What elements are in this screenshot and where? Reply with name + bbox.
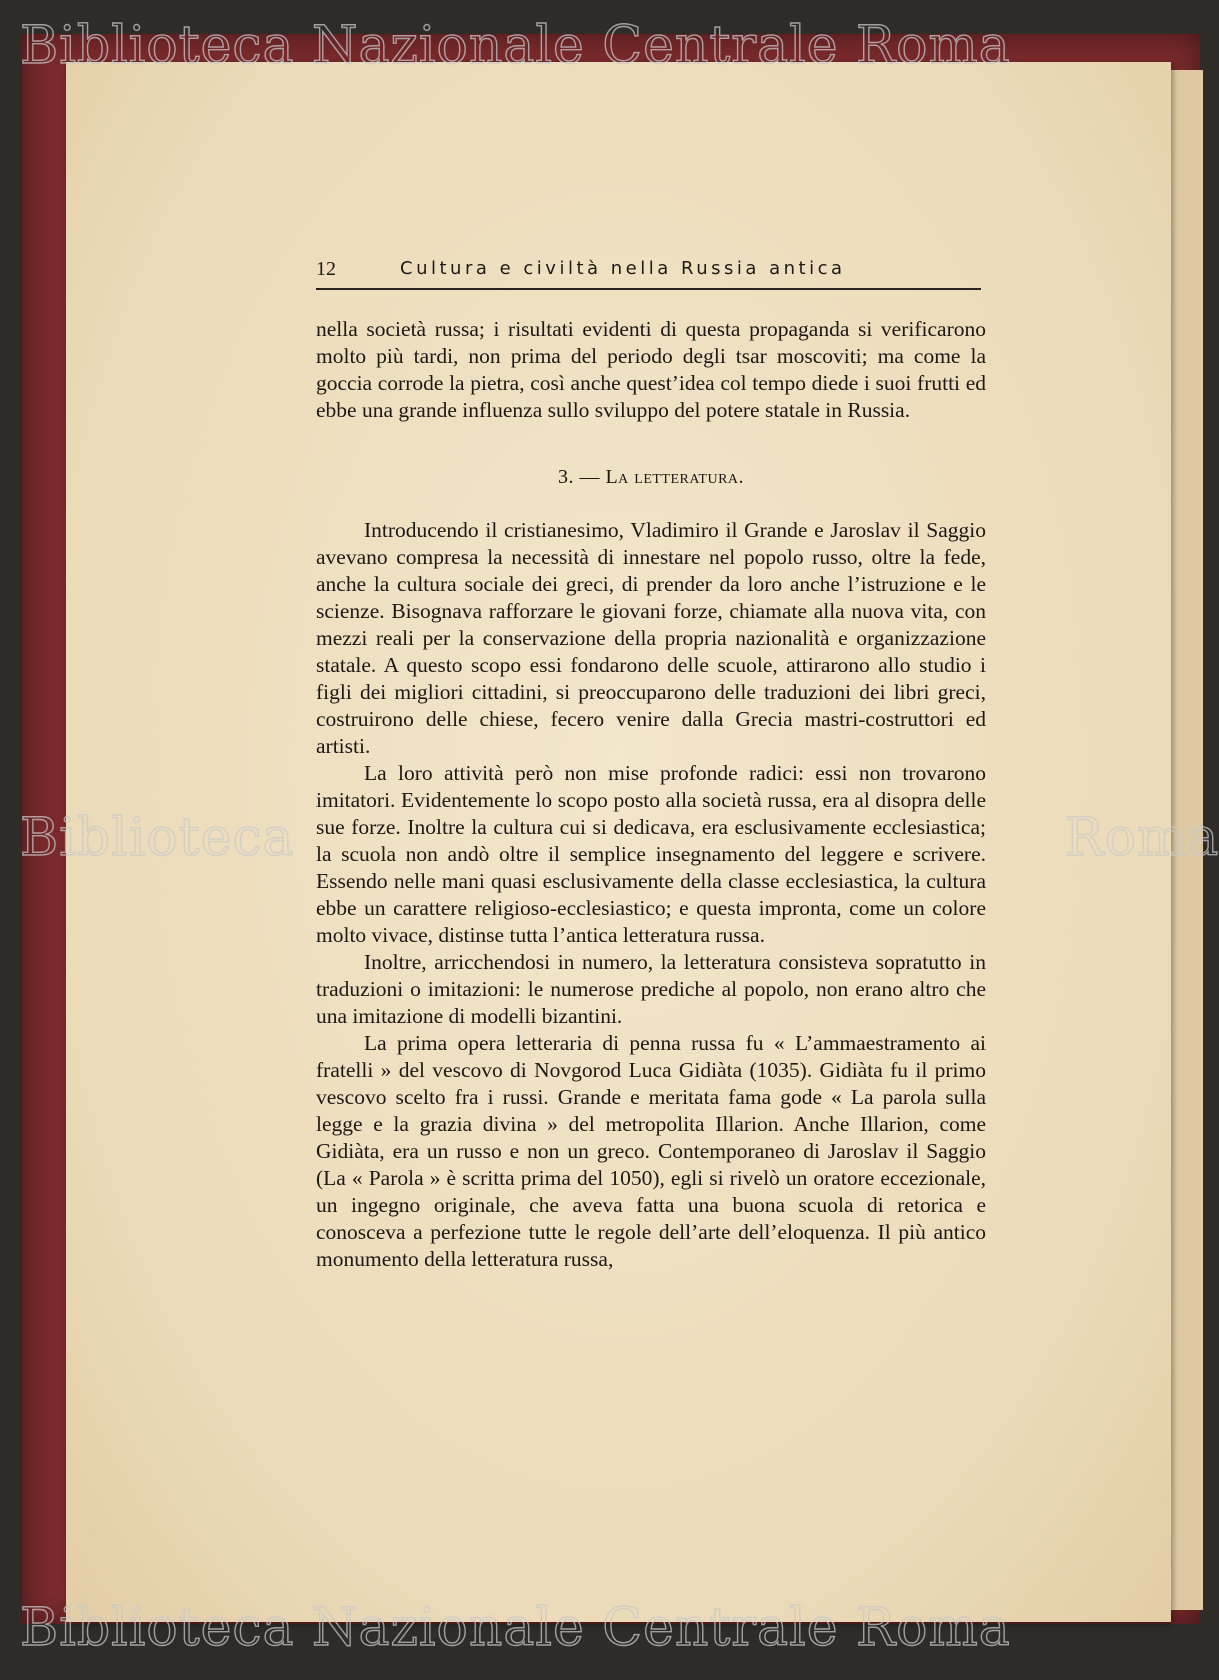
library-watermark-bottom: Biblioteca Nazionale Centrale Roma: [20, 1598, 1011, 1658]
paragraph: Introducendo il cristianesimo, Vladimiro il Grande e Jaroslav il Saggio avevano compresa la necessità di innestare nel popolo russo, oltre la fede, anche la cultura sociale dei greci, di prender da loro anche l’istruzione e le scienze. Bisognava rafforzare le giovani forze, chiamate alla nuova vita, con mezzi reali per la conservazione della propria nazionalità e organizzazione statale. A questo scopo essi fondarono delle scuole, attirarono allo studio i figli dei migliori cittadini, si preoccuparono delle traduzioni dei libri greci, costruirono delle chiese, fecero venire dalla Grecia mastri-costruttori ed artisti.: [316, 518, 986, 758]
page-body: [316, 316, 986, 1273]
paragraph: La prima opera letteraria di penna russa fu « L’ammaestramento ai fratelli » del vescovo di Novgorod Luca Gidiàta (1035). Gidiàta fu il primo vescovo scelto fra i russi. Grande e meritata fama gode « La parola sulla legge e la grazia divina » del metropolita Illarion. Anche Illarion, come Gidiàta, era un russo e non un greco. Contemporaneo di Jaroslav il Saggio (La « Parola » è scritta prima del 1050), egli si rivelò un oratore eccezionale, un ingegno originale, che aveva fatta una buona scuola di retorica e conosceva a perfezione tutte le regole dell’arte dell’eloquenza. Il più antico monumento della letteratura russa,: [316, 1031, 986, 1271]
paragraph: nella società russa; i risultati evidenti di questa propaganda si verificarono molto più tardi, non prima del periodo degli tsar moscoviti; ma come la goccia corrode la pietra, così anche quest’idea col tempo diede i suoi frutti ed ebbe una grande influenza sullo sviluppo del potere statale in Russia.: [316, 317, 986, 422]
paragraph: La loro attività però non mise profonde radici: essi non trovarono imitatori. Evidentemente lo scopo posto alla società russa, era al disopra delle sue forze. Inoltre la cultura cui si dedicava, era esclusivamente ecclesiastica; la scuola non andò oltre il semplice insegnamento del leggere e scrivere. Essendo nelle mani quasi esclusivamente della classe ecclesiastica, la cultura ebbe un carattere religioso-ecclesiastico; e questa impronta, come un colore molto vivace, distinse tutta l’antica letteratura russa.: [316, 761, 986, 947]
running-title: Cultura e civiltà nella Russia antica: [400, 258, 846, 279]
paragraph: Inoltre, arricchendosi in numero, la letteratura consisteva sopratutto in traduzioni o imitazioni: le numerose prediche al popolo, non erano altro che una imitazione di modelli bizantini.: [316, 950, 986, 1028]
page-number: 12: [316, 258, 336, 280]
section-number: 3. —: [557, 466, 600, 488]
running-header: [316, 258, 981, 290]
section-title: La letteratura.: [605, 466, 745, 488]
section-heading: [316, 464, 986, 491]
